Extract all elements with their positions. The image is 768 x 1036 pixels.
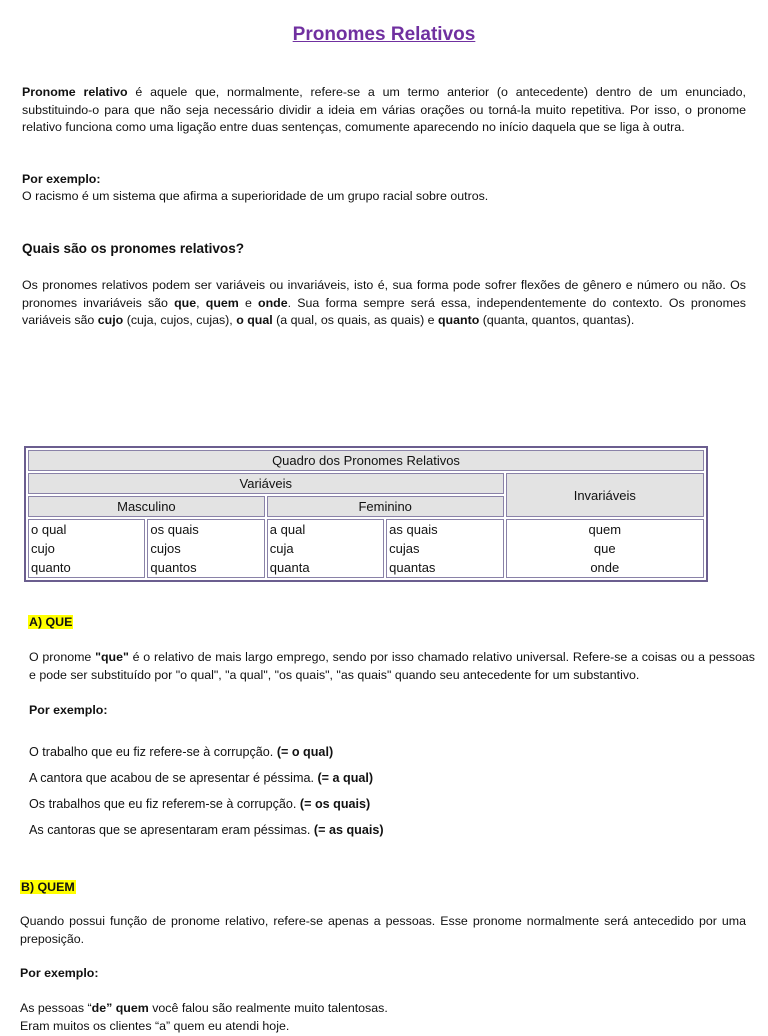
table-caption: Quadro dos Pronomes Relativos [28,450,704,471]
table-cell-fem-sing: a qual cuja quanta [267,519,384,578]
page-title: Pronomes Relativos [292,24,476,45]
intro-term: Pronome relativo [22,85,128,99]
section-b-example-2: Eram muitos os clientes “a” quem eu atendi hoje. [20,1019,290,1033]
section-heading: Quais são os pronomes relativos? [22,241,245,256]
table-cell-masc-sing: o qual cujo quanto [28,519,145,578]
section-a-label: A) QUE [29,615,73,629]
example-item: O trabalho que eu fiz refere-se à corrupção. (= o qual) [29,745,334,759]
section-a-example-label: Por exemplo: [29,703,108,717]
table-header-variaveis: Variáveis [28,473,504,494]
example-item: As cantoras que se apresentaram eram péssimas. (= as quais) [29,823,384,837]
table-cell-invariaveis: quem que onde [506,519,704,578]
section-b-label: B) QUEM [21,880,75,894]
section-b-paragraph: Quando possui função de pronome relativo, refere-se apenas a pessoas. Esse pronome normalmente será antecedido por uma preposição. [20,914,746,946]
intro-paragraph [22,84,746,137]
section-b-example-label: Por exemplo: [20,966,99,980]
table-header-invariaveis: Invariáveis [506,473,704,517]
table-header-masculino: Masculino [28,496,265,517]
section-paragraph: Os pronomes relativos podem ser variáveis ou invariáveis, isto é, sua forma pode sofrer flexões de gênero e número ou não. Os pronomes invariáveis são que, quem e onde. Sua forma sempre será essa, independentemente do contexto. Os pronomes variáveis são cujo (cuja, cujos, cujas), o qual (a qual, os quais, as quais) e quanto (quanta, quantos, quantas). [22,278,746,327]
example-item: Os trabalhos que eu fiz referem-se à corrupção. (= os quais) [29,797,371,811]
table-cell-fem-plur: as quais cujas quantas [386,519,503,578]
section-a-paragraph: O pronome "que" é o relativo de mais largo emprego, sendo por isso chamado relativo universal. Refere-se a coisas ou a pessoas e pode ser substituído por "o qual", "a qual", "os quais", "as quais" quando seu antecedente for um substantivo. [29,650,755,682]
intro-text: é aquele que, normalmente, refere-se a um termo anterior (o antecedente) dentro de um enunciado, substituindo-o para que não seja necessário dividir a ideia em várias orações ou torná-la muito repetitiva. Por isso, o pronome relativo funciona como uma ligação entre duas sentenças, comumente aparecendo no início daquela que se liga à outra. [22,85,746,134]
relative-pronouns-table [24,446,708,582]
table-header-feminino: Feminino [267,496,504,517]
section-b-example-1: As pessoas “de” quem você falou são realmente muito talentosas. [20,1001,388,1015]
table-cell-masc-plur: os quais cujos quantos [147,519,264,578]
example-label: Por exemplo: [22,172,101,186]
example-sentence: O racismo é um sistema que afirma a superioridade de um grupo racial sobre outros. [22,189,489,203]
example-item: A cantora que acabou de se apresentar é péssima. (= a qual) [29,771,374,785]
